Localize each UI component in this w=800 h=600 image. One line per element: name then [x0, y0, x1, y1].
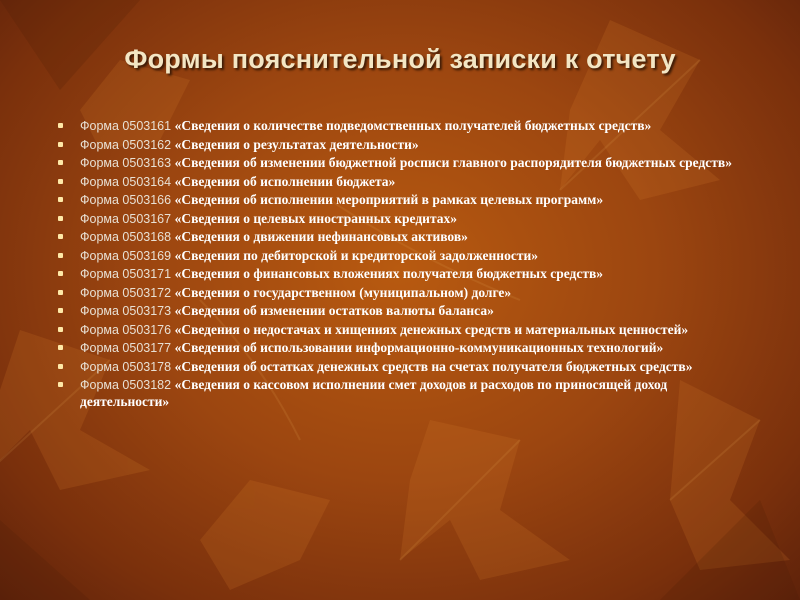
form-code: Форма 0503164 [80, 174, 172, 189]
form-code: Форма 0503177 [80, 341, 172, 355]
form-name: «Сведения о кассовом исполнении смет доходов и расходов по приносящей доход деятельности» [80, 377, 668, 409]
bullet-icon [58, 364, 63, 369]
bullet-icon [58, 345, 63, 350]
list-item [58, 118, 738, 135]
form-name: «Сведения об изменении бюджетной росписи главного распорядителя бюджетных средств» [174, 155, 732, 170]
list-item [58, 359, 738, 376]
form-code: Форма 0503172 [80, 285, 172, 300]
form-code: Форма 0503166 [80, 193, 172, 207]
form-code: Форма 0503167 [80, 211, 172, 226]
form-name: «Сведения о недостачах и хищениях денежных средств и материальных ценностей» [174, 321, 689, 337]
bullet-icon [58, 382, 63, 387]
form-code: Форма 0503161 [80, 119, 172, 133]
form-name: «Сведения о финансовых вложениях получателя бюджетных средств» [174, 266, 604, 281]
list-item [58, 174, 738, 191]
list-item [58, 377, 738, 410]
form-name: «Сведения об использовании информационно-коммуникационных технологий» [174, 340, 664, 355]
bullet-icon [58, 271, 63, 276]
form-name: «Сведения о количестве подведомственных получателей бюджетных средств» [174, 118, 652, 133]
list-item [58, 211, 738, 228]
bullet-icon [58, 290, 63, 295]
form-name: «Сведения об исполнении бюджета» [174, 173, 396, 189]
form-name: «Сведения об остатках денежных средств на счетах получателя бюджетных средств» [174, 358, 693, 374]
slide-title: Формы пояснительной записки к отчету [124, 44, 676, 74]
form-name: «Сведения о результатах деятельности» [174, 136, 419, 152]
form-code: Форма 0503176 [80, 322, 172, 337]
form-name: «Сведения о целевых иностранных кредитах» [174, 210, 457, 226]
form-code: Форма 0503171 [80, 267, 172, 281]
form-code: Форма 0503182 [80, 378, 172, 392]
bullet-icon [58, 216, 63, 221]
list-item [58, 229, 738, 246]
bullet-icon [58, 234, 63, 239]
list-item [58, 192, 738, 209]
list-item [58, 322, 738, 339]
bullet-icon [58, 308, 63, 313]
form-name: «Сведения о движении нефинансовых активов» [174, 229, 468, 244]
bullet-icon [58, 253, 63, 258]
list-item [58, 303, 738, 320]
list-item [58, 340, 738, 357]
form-code: Форма 0503168 [80, 230, 172, 244]
list-item [58, 266, 738, 283]
form-name: «Сведения об изменении остатков валюты баланса» [174, 303, 494, 318]
form-code: Форма 0503178 [80, 359, 172, 374]
bullet-icon [58, 327, 63, 332]
form-code: Форма 0503173 [80, 304, 172, 318]
bullet-icon [58, 123, 63, 128]
form-name: «Сведения об исполнении мероприятий в рамках целевых программ» [174, 192, 604, 207]
bullet-icon [58, 142, 63, 147]
list-item [58, 137, 738, 154]
list-item [58, 155, 738, 172]
form-code: Форма 0503162 [80, 137, 172, 152]
form-name: «Сведения о государственном (муниципальном) долге» [174, 284, 512, 300]
form-name: «Сведения по дебиторской и кредиторской задолженности» [174, 247, 538, 263]
list-item [58, 285, 738, 302]
bullet-icon [58, 197, 63, 202]
form-code: Форма 0503169 [80, 248, 172, 263]
bullet-icon [58, 160, 63, 165]
bullet-icon [58, 179, 63, 184]
list-item [58, 248, 738, 265]
form-code: Форма 0503163 [80, 156, 172, 170]
forms-list [58, 118, 738, 412]
